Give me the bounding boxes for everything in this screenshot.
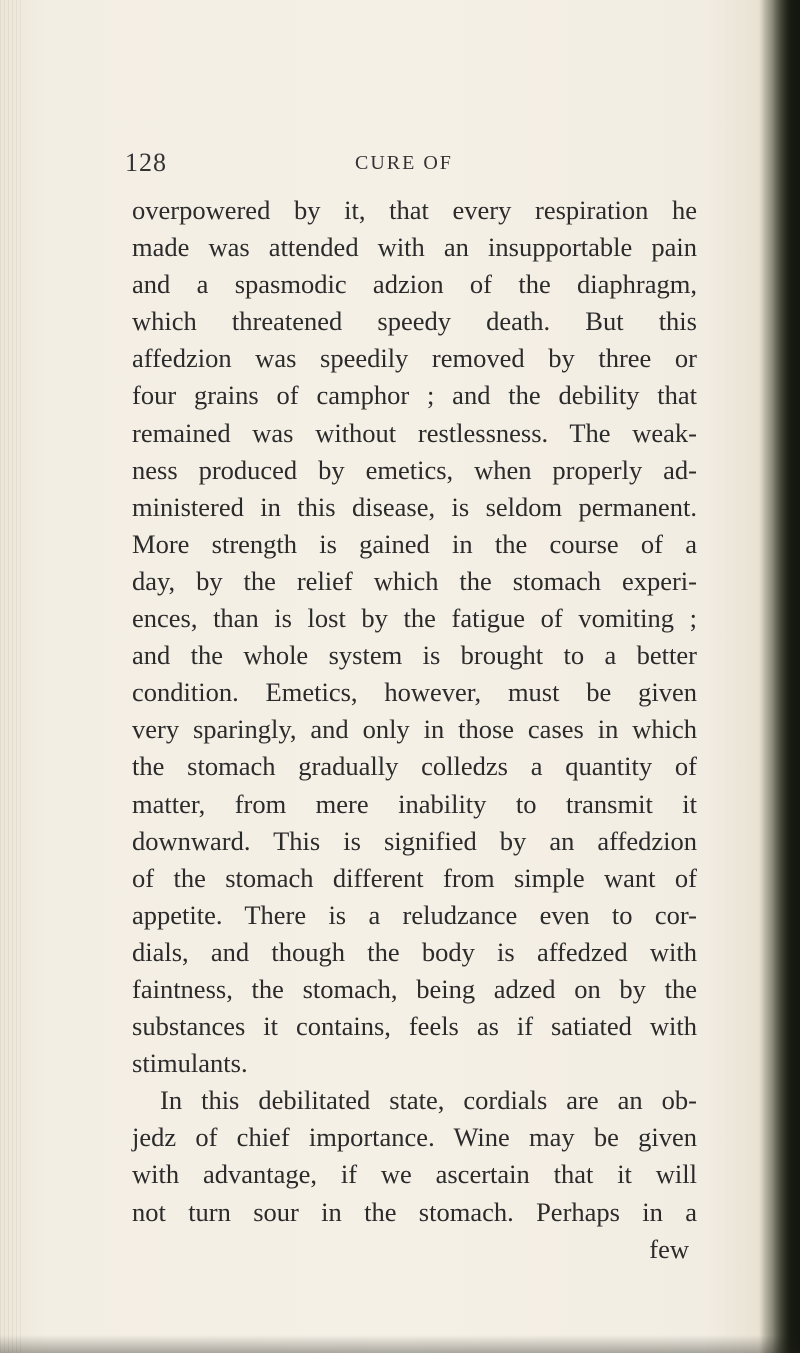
text-line: ness produced by emetics, when properly ad- <box>132 454 697 485</box>
text-line: downward. This is signified by an affeǳion <box>132 825 697 856</box>
text-line: matter, from mere inability to transmit it <box>132 788 697 819</box>
text-line: made was attended with an insupportable pain <box>132 232 697 263</box>
text-line: very sparingly, and only in those cases in which <box>132 714 697 745</box>
text-line: of the stomach different from simple want of <box>132 862 697 893</box>
text-line: ministered in this disease, is seldom permanent. <box>132 491 697 522</box>
running-head <box>125 148 685 188</box>
catchword: few <box>649 1233 689 1264</box>
book-spine-shadow <box>758 0 800 1353</box>
text-line: with advantage, if we ascertain that it will <box>132 1159 697 1190</box>
text-line: stimulants. <box>132 1048 248 1079</box>
body-text <box>132 192 697 1268</box>
text-line: ences, than is lost by the fatigue of vomiting ; <box>132 603 697 634</box>
text-line: and a spasmodic aǳion of the diaphragm, <box>132 269 697 300</box>
text-line: the stomach gradually colleǳs a quantity of <box>132 751 697 782</box>
text-line: appetite. There is a reluǳance even to cor- <box>132 899 697 930</box>
text-line: faintness, the stomach, being aǳed on by the <box>132 973 697 1004</box>
text-line: dials, and though the body is affeǳed with <box>132 936 697 967</box>
text-line: which threatened speedy death. But this <box>132 306 697 337</box>
text-line: four grains of camphor ; and the debility that <box>132 380 697 411</box>
text-line: affeǳion was speedily removed by three or <box>132 343 697 374</box>
text-line: and the whole system is brought to a better <box>132 640 697 671</box>
text-line: overpowered by it, that every respiration he <box>132 195 697 225</box>
text-line: More strength is gained in the course of a <box>132 528 697 559</box>
page-number: 128 <box>125 148 167 177</box>
text-line: remained was without restlessness. The weak- <box>132 417 697 448</box>
text-line: not turn sour in the stomach. Perhaps in a <box>132 1196 697 1227</box>
text-line: substances it contains, feels as if satiated with <box>132 1011 697 1042</box>
text-line: day, by the relief which the stomach experi- <box>132 565 697 596</box>
text-line: condition. Emetics, however, must be given <box>132 677 697 708</box>
page-left-edge <box>0 0 24 1353</box>
section-title: CURE OF <box>355 152 453 174</box>
page-bottom-shadow <box>0 1335 800 1353</box>
text-line: In this debilitated state, cordials are an ob- <box>160 1085 697 1116</box>
text-line: jeǳ of chief importance. Wine may be given <box>132 1122 697 1153</box>
